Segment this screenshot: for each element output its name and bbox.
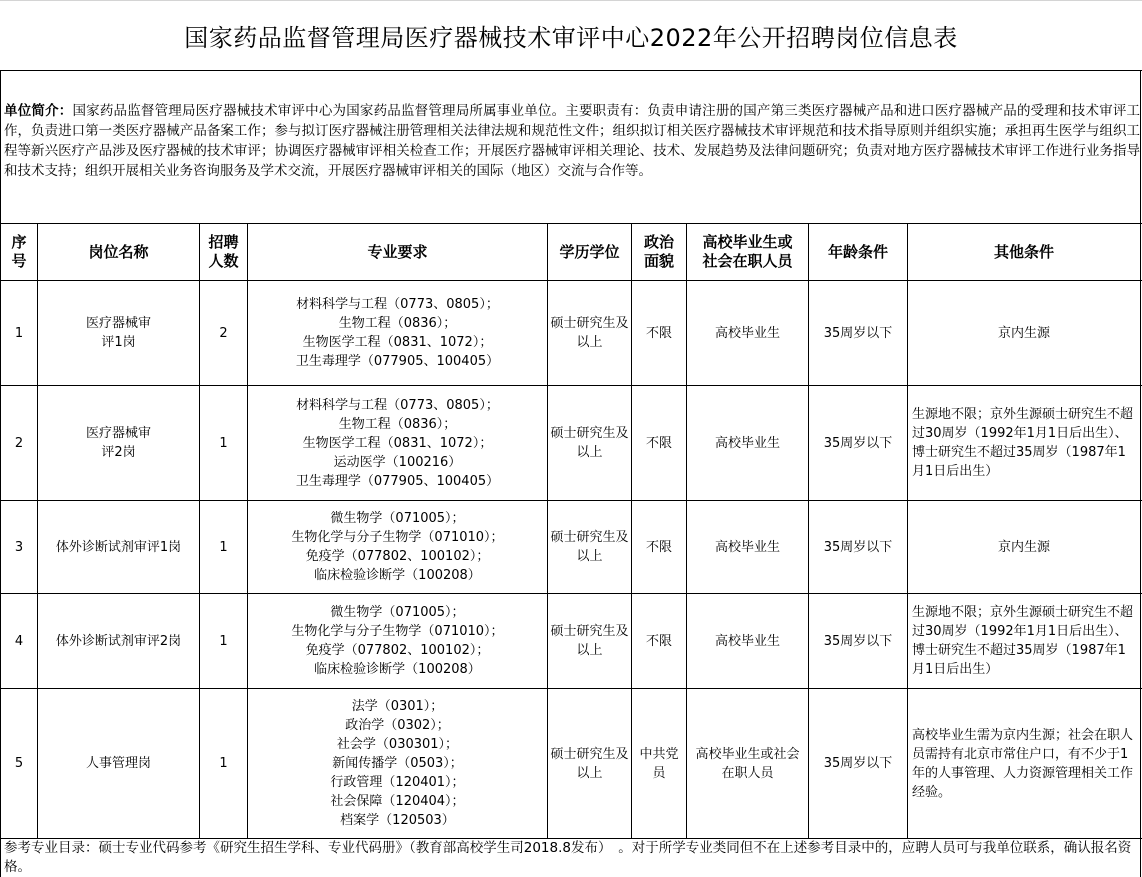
intro-text: 国家药品监督管理局医疗器械技术审评中心为国家药品监督管理局所属事业单位。主要职责有：负责申请注册的国产第三类医疗器械产品和进口医疗器械产品的受理和技术审评工作，负责进口第一类医疗器械产品备案工作；参与拟订医疗器械注册管理相关法律法规和规范性文件；组织拟订相关医疗器械技术审评规范和技术指导原则并组织实施；承担再生医学与组织工程等新兴医疗产品涉及医疗器械的技术审评；协调医疗器械审评相关检查工作；开展医疗器械审评相关理论、技术、发展趋势及法律问题研究；负责对地方医疗器械技术审评工作进行业务指导和技术支持；组织开展相关业务咨询服务及学术交流，开展医疗器械审评相关的国际（地区）交流与合作等。 [4,103,1141,179]
row-5-no: 5 [14,756,24,771]
header-no: 序号 [11,233,27,270]
row-3-majors [248,501,547,593]
row-5-other: 高校毕业生需为京内生源；社会在职人员需持有北京市常住户口，有不少于1年的人事管理、人力资源管理相关工作经验。 [912,727,1134,800]
grid-line [0,70,1142,71]
row-3-other: 京内生源 [997,539,1050,555]
major-item: 生物化学与分子生物学（071010）； [291,530,504,545]
row-4-no: 4 [14,633,24,649]
grid-line [1140,70,1141,877]
major-item: 档案学（120503） [340,813,455,828]
row-1-majors [248,281,547,385]
row-3-position: 体外诊断试剂审评1岗 [55,539,182,555]
page-title: 国家药品监督管理局医疗器械技术审评中心2022年公开招聘岗位信息表 [184,23,958,52]
row-4-position: 体外诊断试剂审评2岗 [55,633,182,649]
major-item: 临床检验诊断学（100208） [314,568,481,583]
header-major: 专业要求 [367,242,428,261]
row-2-position: 医疗器械审评2岗 [85,426,151,460]
row-1-degree: 硕士研究生及以上 [550,316,629,350]
row-2-political: 不限 [645,435,672,451]
major-item: 卫生毒理学（077905、100405） [295,354,500,369]
reference-note: 参考专业目录：硕士专业代码参考《研究生招生学科、专业代码册》（教育部高校学生司2018.8发布） 。对于所学专业类同但不在上述参考目录中的，应聘人员可与我单位联系，确认报名资格。 [4,840,1132,875]
major-item: 法学（0301）； [351,699,444,714]
header-political: 政治面貌 [643,233,674,270]
row-3-degree: 硕士研究生及以上 [550,530,629,564]
row-4-source: 高校毕业生 [714,633,780,649]
row-3-no: 3 [14,539,24,555]
row-4-majors [248,594,547,688]
row-4-count: 1 [219,633,228,649]
major-item: 新闻传播学（0503）； [332,756,463,771]
row-5-majors [248,689,547,838]
header-degree: 学历学位 [559,242,620,261]
row-2-source: 高校毕业生 [714,435,780,451]
row-2-other: 生源地不限；京外生源硕士研究生不超过30周岁（1992年1月1日后出生）、博士研究生不超过35周岁（1987年1月1日后出生） [912,407,1134,479]
row-5-degree: 硕士研究生及以上 [550,746,629,781]
major-item: 行政管理（120401）； [330,775,465,790]
row-2-degree: 硕士研究生及以上 [550,426,629,460]
major-item: 免疫学（077802、100102）； [305,643,490,658]
row-1-source: 高校毕业生 [714,325,780,341]
row-4-degree: 硕士研究生及以上 [550,624,629,658]
row-3-count: 1 [219,539,228,555]
row-1-no: 1 [14,325,24,341]
row-5-count: 1 [219,756,228,771]
row-3-political: 不限 [645,539,672,555]
row-2-no: 2 [14,435,24,451]
row-4-political: 不限 [645,633,672,649]
intro-label: 单位简介： [4,103,73,119]
major-item: 微生物学（071005）； [330,511,465,526]
row-1-other: 京内生源 [997,325,1050,341]
major-item: 材料科学与工程（0773、0805）； [296,397,499,413]
unit-introduction [4,101,1140,181]
major-item: 免疫学（077802、100102）； [305,549,490,564]
row-5-age: 35周岁以下 [823,756,893,771]
row-4-other: 生源地不限；京外生源硕士研究生不超过30周岁（1992年1月1日后出生）、博士研究生不超过35周岁（1987年1月1日后出生） [912,605,1134,677]
row-5-position: 人事管理岗 [85,756,151,771]
major-item: 卫生毒理学（077905、100405） [295,473,500,489]
header-other: 其他条件 [993,242,1054,261]
major-item: 微生物学（071005）； [330,605,465,620]
row-2-age: 35周岁以下 [823,435,893,451]
header-count: 招聘人数 [208,233,239,270]
row-1-count: 2 [219,325,228,341]
major-item: 政治学（0302）； [345,718,450,733]
row-4-age: 35周岁以下 [823,633,893,649]
major-item: 生物工程（0836）； [338,316,457,331]
row-3-age: 35周岁以下 [823,539,893,555]
major-item: 社会保障（120404）； [330,794,465,809]
row-3-source: 高校毕业生 [714,539,780,555]
row-2-majors [248,386,547,500]
major-item: 生物医学工程（0831、1072）； [302,335,493,350]
header-position: 岗位名称 [88,242,149,261]
row-2-count: 1 [219,435,228,451]
major-item: 生物医学工程（0831、1072）； [302,435,493,451]
row-1-position: 医疗器械审评1岗 [85,316,151,350]
row-5-source: 高校毕业生或社会在职人员 [695,746,800,781]
header-source: 高校毕业生或社会在职人员 [702,233,793,270]
major-item: 材料科学与工程（0773、0805）； [296,297,499,312]
row-1-age: 35周岁以下 [823,325,893,341]
major-item: 运动医学（100216） [333,454,462,470]
major-item: 生物工程（0836）； [338,416,457,432]
major-item: 社会学（030301）； [336,737,459,752]
major-item: 临床检验诊断学（100208） [314,662,481,677]
row-5-political: 中共党员 [639,746,679,781]
header-age: 年龄条件 [827,242,888,261]
row-1-political: 不限 [645,325,672,341]
major-item: 生物化学与分子生物学（071010）； [291,624,504,639]
